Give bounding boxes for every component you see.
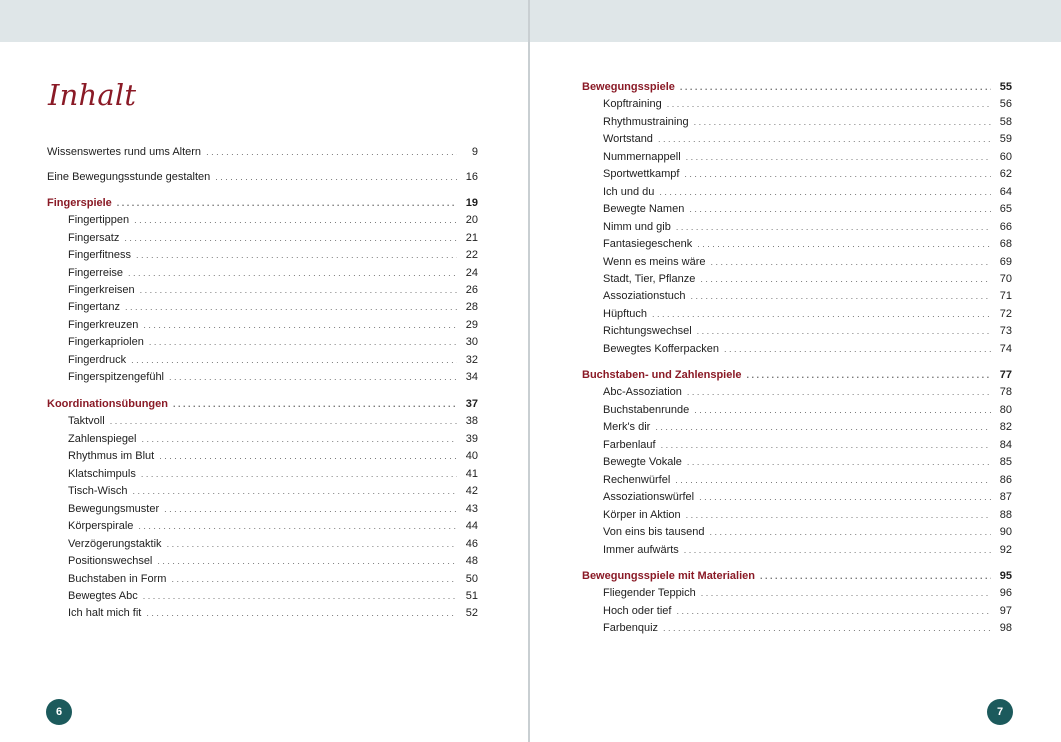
toc-entry-title: Bewegte Namen: [603, 203, 685, 216]
toc-entry: [47, 431, 478, 448]
toc-entry-page: 59: [999, 133, 1012, 146]
toc-entry-title: Fingersatz: [68, 231, 120, 244]
toc-entry-page: 65: [999, 203, 1012, 216]
toc-leader-dots: [680, 79, 991, 96]
toc-entry-page: 68: [999, 238, 1012, 251]
toc-entry-title: Bewegte Vokale: [603, 456, 682, 469]
toc-entry-page: 66: [999, 220, 1012, 233]
toc-entry-title: Ich halt mich fit: [68, 607, 142, 620]
toc-entry: [47, 605, 478, 622]
toc-entry: [582, 114, 1012, 131]
toc-leader-dots: [684, 542, 991, 559]
toc-entry-title: Tisch-Wisch: [68, 485, 128, 498]
toc-entry-title: Fingerkapriolen: [68, 336, 144, 349]
toc-entry-title: Fingertanz: [68, 301, 120, 314]
toc-entry-page: 97: [999, 604, 1012, 617]
toc-entry-title: Bewegungsmuster: [68, 502, 160, 515]
toc-leader-dots: [141, 466, 457, 483]
toc-entry: [582, 236, 1012, 253]
toc-leader-dots: [676, 219, 991, 236]
toc-leader-dots: [167, 536, 457, 553]
toc-entry-page: 62: [999, 168, 1012, 181]
toc-entry-page: 96: [999, 587, 1012, 600]
toc-leader-dots: [661, 437, 991, 454]
toc-entry-title: Nimm und gib: [603, 220, 671, 233]
toc-entry-title: Bewegtes Kofferpacken: [603, 342, 719, 355]
toc-leader-dots: [663, 620, 991, 637]
toc-entry-page: 88: [999, 508, 1012, 521]
toc-entry: [582, 96, 1012, 113]
toc-entry-title: Kopftraining: [603, 98, 662, 111]
toc-entry-page: 73: [999, 325, 1012, 338]
toc-entry-page: 50: [465, 572, 478, 585]
toc-leader-dots: [711, 254, 991, 271]
toc-entry: [47, 413, 478, 430]
toc-entry-page: 32: [465, 353, 478, 366]
toc-leader-dots: [700, 271, 991, 288]
toc-entry-page: 86: [999, 473, 1012, 486]
toc-entry: [582, 454, 1012, 471]
toc-entry-page: 21: [465, 231, 478, 244]
toc-section: [582, 568, 1012, 585]
toc-leader-dots: [131, 352, 457, 369]
toc-entry: [47, 282, 478, 299]
toc-entry-page: 55: [999, 81, 1012, 93]
toc-entry-title: Fingerkreuzen: [68, 318, 139, 331]
toc-entry-page: 85: [999, 456, 1012, 469]
toc-entry-title: Buchstabenrunde: [603, 403, 690, 416]
top-band: [0, 0, 528, 42]
toc-entry: [47, 518, 478, 535]
toc-entry-title: Fingerreise: [68, 266, 124, 279]
toc-entry-title: Buchstaben in Form: [68, 572, 167, 585]
toc-entry-title: Assoziationstuch: [603, 290, 686, 303]
toc-entry-page: 48: [465, 555, 478, 568]
toc-entry: [582, 472, 1012, 489]
toc-entry: [47, 334, 478, 351]
toc-leader-dots: [655, 419, 991, 436]
toc-entry-title: Koordinationsübungen: [47, 398, 168, 410]
toc-entry-page: 64: [999, 185, 1012, 198]
toc-leader-dots: [689, 201, 991, 218]
toc-entry: [582, 419, 1012, 436]
toc-entry-page: 87: [999, 491, 1012, 504]
toc-leader-dots: [143, 588, 457, 605]
toc-leader-dots: [157, 553, 457, 570]
toc-leader-dots: [684, 166, 991, 183]
page-number-badge-left: 6: [46, 699, 72, 725]
toc-entry-title: Körper in Aktion: [603, 508, 681, 521]
toc-entry-page: 46: [465, 537, 478, 550]
toc-entry: [47, 483, 478, 500]
toc-entry: [582, 184, 1012, 201]
toc-entry: [47, 553, 478, 570]
toc-entry-title: Assoziationswürfel: [603, 491, 695, 504]
toc-entry-page: 71: [999, 290, 1012, 303]
toc-entry-page: 40: [465, 450, 478, 463]
toc-entry: [582, 384, 1012, 401]
toc-entry-page: 70: [999, 272, 1012, 285]
toc-entry: [582, 489, 1012, 506]
page-title: Inhalt: [48, 78, 137, 112]
toc-entry: [47, 352, 478, 369]
toc-entry: [582, 585, 1012, 602]
toc-entry-page: 51: [465, 589, 478, 602]
toc-entry: [47, 230, 478, 247]
toc-leader-dots: [710, 524, 991, 541]
toc-entry-title: Bewegungsspiele mit Materialien: [582, 570, 755, 582]
toc-leader-dots: [676, 603, 991, 620]
toc-entry-title: Bewegtes Abc: [68, 589, 138, 602]
toc-entry-title: Klatschimpuls: [68, 467, 136, 480]
toc-entry: [47, 571, 478, 588]
toc-entry-page: 38: [465, 415, 478, 428]
toc-entry-title: Bewegungsspiele: [582, 81, 675, 93]
toc-entry-title: Körperspirale: [68, 520, 134, 533]
toc-entry: [47, 212, 478, 229]
toc-entry: [47, 247, 478, 264]
toc-entry-title: Fingertippen: [68, 214, 130, 227]
toc-leader-dots: [124, 230, 457, 247]
toc-section: [47, 195, 478, 212]
toc-entry-title: Fingerfitness: [68, 249, 131, 262]
toc-entry: [582, 149, 1012, 166]
toc-entry-page: 77: [999, 369, 1012, 381]
toc-entry-page: 41: [465, 467, 478, 480]
toc-entry: [582, 288, 1012, 305]
toc-leader-dots: [760, 568, 991, 585]
toc-entry-title: Fingerdruck: [68, 353, 127, 366]
toc-leader-dots: [687, 384, 991, 401]
toc-leader-dots: [206, 144, 457, 161]
toc-leader-dots: [691, 288, 991, 305]
toc-section: [582, 367, 1012, 384]
toc-entry-title: Richtungswechsel: [603, 325, 692, 338]
toc-leader-dots: [724, 341, 991, 358]
toc-section: [47, 396, 478, 413]
toc-leader-dots: [125, 299, 457, 316]
toc-leader-dots: [686, 507, 991, 524]
toc-leader-dots: [117, 195, 457, 212]
toc-entry-title: Fantasiegeschenk: [603, 238, 693, 251]
toc-leader-dots: [694, 114, 991, 131]
toc-entry-page: 95: [999, 570, 1012, 582]
toc-entry: [47, 448, 478, 465]
toc-entry: [582, 323, 1012, 340]
toc-entry-title: Ich und du: [603, 185, 655, 198]
toc-entry-title: Rechenwürfel: [603, 473, 671, 486]
toc-entry-page: 90: [999, 526, 1012, 539]
toc-entry-title: Von eins bis tausend: [603, 526, 705, 539]
left-page: [0, 0, 528, 742]
toc-entry-page: 19: [465, 197, 478, 209]
toc-entry-title: Immer aufwärts: [603, 543, 679, 556]
toc-entry: [47, 169, 478, 186]
toc-entry-title: Merk's dir: [603, 421, 651, 434]
toc-leader-dots: [658, 131, 991, 148]
toc-entry-title: Wissenswertes rund ums Altern: [47, 146, 202, 158]
toc-entry-title: Fingerspiele: [47, 197, 112, 209]
top-band: [530, 0, 1061, 42]
toc-leader-dots: [694, 402, 991, 419]
toc-leader-dots: [215, 169, 457, 186]
toc-entry-page: 42: [465, 485, 478, 498]
toc-leader-dots: [169, 369, 457, 386]
toc-entry-page: 56: [999, 98, 1012, 111]
toc-entry-title: Farbenquiz: [603, 622, 659, 635]
toc-entry: [582, 219, 1012, 236]
toc-entry-page: 80: [999, 403, 1012, 416]
toc-entry: [47, 536, 478, 553]
toc-entry: [47, 144, 478, 161]
toc-entry: [47, 317, 478, 334]
toc-leader-dots: [687, 454, 991, 471]
toc-leader-dots: [697, 323, 991, 340]
toc-entry: [582, 254, 1012, 271]
toc-entry-title: Eine Bewegungsstunde gestalten: [47, 171, 211, 183]
toc-entry-page: 98: [999, 622, 1012, 635]
toc-entry: [582, 201, 1012, 218]
toc-entry-page: 72: [999, 307, 1012, 320]
toc-leader-dots: [747, 367, 991, 384]
toc-entry-title: Verzögerungstaktik: [68, 537, 162, 550]
toc-entry: [582, 437, 1012, 454]
toc-leader-dots: [134, 212, 457, 229]
toc-entry-page: 44: [465, 520, 478, 533]
toc-entry: [47, 588, 478, 605]
toc-entry: [582, 131, 1012, 148]
toc-entry-title: Sportwettkampf: [603, 168, 680, 181]
toc-entry: [582, 603, 1012, 620]
toc-leader-dots: [140, 282, 457, 299]
toc-entry-title: Hoch oder tief: [603, 604, 672, 617]
toc-leader-dots: [659, 184, 991, 201]
toc-entry-page: 22: [465, 249, 478, 262]
toc-leader-dots: [136, 247, 457, 264]
toc-leader-dots: [146, 605, 457, 622]
toc-entry-title: Nummernappell: [603, 150, 681, 163]
toc-entry-title: Rhythmus im Blut: [68, 450, 155, 463]
toc-leader-dots: [699, 489, 991, 506]
toc-entry-page: 34: [465, 371, 478, 383]
toc-leader-dots: [652, 306, 991, 323]
toc-entry-page: 82: [999, 421, 1012, 434]
toc-entry-page: 30: [465, 336, 478, 349]
toc-leader-dots: [173, 396, 457, 413]
toc-entry-title: Buchstaben- und Zahlenspiele: [582, 369, 742, 381]
toc-entry-title: Farbenlauf: [603, 438, 656, 451]
toc-entry: [582, 507, 1012, 524]
toc-leader-dots: [675, 472, 991, 489]
toc-entry-page: 60: [999, 150, 1012, 163]
toc-entry-page: 9: [471, 146, 478, 158]
toc-leader-dots: [159, 448, 457, 465]
toc-entry: [47, 466, 478, 483]
toc-entry-page: 84: [999, 438, 1012, 451]
toc-entry-title: Fliegender Teppich: [603, 587, 696, 600]
toc-leader-dots: [128, 265, 457, 282]
toc-section: [582, 79, 1012, 96]
toc-leader-dots: [143, 317, 457, 334]
toc-leader-dots: [149, 334, 457, 351]
toc-entry-page: 20: [465, 214, 478, 227]
toc-entry: [582, 542, 1012, 559]
toc-leader-dots: [171, 571, 457, 588]
toc-entry-title: Fingerkreisen: [68, 284, 135, 296]
page-number-badge-right: 7: [987, 699, 1013, 725]
toc-entry-title: Fingerspitzengefühl: [68, 371, 165, 383]
toc-entry-title: Taktvoll: [68, 415, 105, 428]
toc-entry-page: 24: [465, 266, 478, 279]
toc-leader-dots: [686, 149, 991, 166]
toc-entry-title: Wenn es meins wäre: [603, 255, 706, 268]
toc-entry-page: 29: [465, 318, 478, 331]
toc-entry: [47, 501, 478, 518]
toc-entry-page: 37: [465, 398, 478, 410]
toc-entry-page: 92: [999, 543, 1012, 556]
toc-entry: [47, 265, 478, 282]
toc-entry: [47, 369, 478, 386]
toc-leader-dots: [697, 236, 991, 253]
toc-entry-title: Rhythmustraining: [603, 115, 689, 128]
toc-entry: [582, 402, 1012, 419]
toc-entry-title: Hüpftuch: [603, 307, 648, 320]
toc-leader-dots: [138, 518, 457, 535]
toc-entry-page: 28: [465, 301, 478, 314]
toc-entry-page: 39: [465, 432, 478, 445]
toc-leader-dots: [110, 413, 457, 430]
toc-entry: [582, 620, 1012, 637]
toc-entry-page: 52: [465, 607, 478, 620]
toc-entry-title: Wortstand: [603, 133, 653, 146]
toc-entry-title: Stadt, Tier, Pflanze: [603, 272, 696, 285]
toc-entry: [582, 341, 1012, 358]
toc-entry: [47, 299, 478, 316]
toc-entry: [582, 524, 1012, 541]
toc-entry-page: 16: [465, 171, 478, 183]
toc-entry-page: 69: [999, 255, 1012, 268]
toc-entry-title: Abc-Assoziation: [603, 386, 682, 399]
toc-leader-dots: [667, 96, 991, 113]
toc-leader-dots: [701, 585, 991, 602]
toc-entry-title: Zahlenspiegel: [68, 432, 137, 445]
toc-entry-page: 26: [465, 284, 478, 296]
toc-entry-title: Positionswechsel: [68, 555, 153, 568]
toc-entry: [582, 306, 1012, 323]
toc-entry-page: 43: [465, 502, 478, 515]
toc-entry-page: 78: [999, 386, 1012, 399]
toc-entry: [582, 271, 1012, 288]
toc-leader-dots: [142, 431, 458, 448]
toc-leader-dots: [164, 501, 457, 518]
toc-entry-page: 74: [999, 342, 1012, 355]
toc-leader-dots: [132, 483, 457, 500]
toc-entry-page: 58: [999, 115, 1012, 128]
toc-entry: [582, 166, 1012, 183]
